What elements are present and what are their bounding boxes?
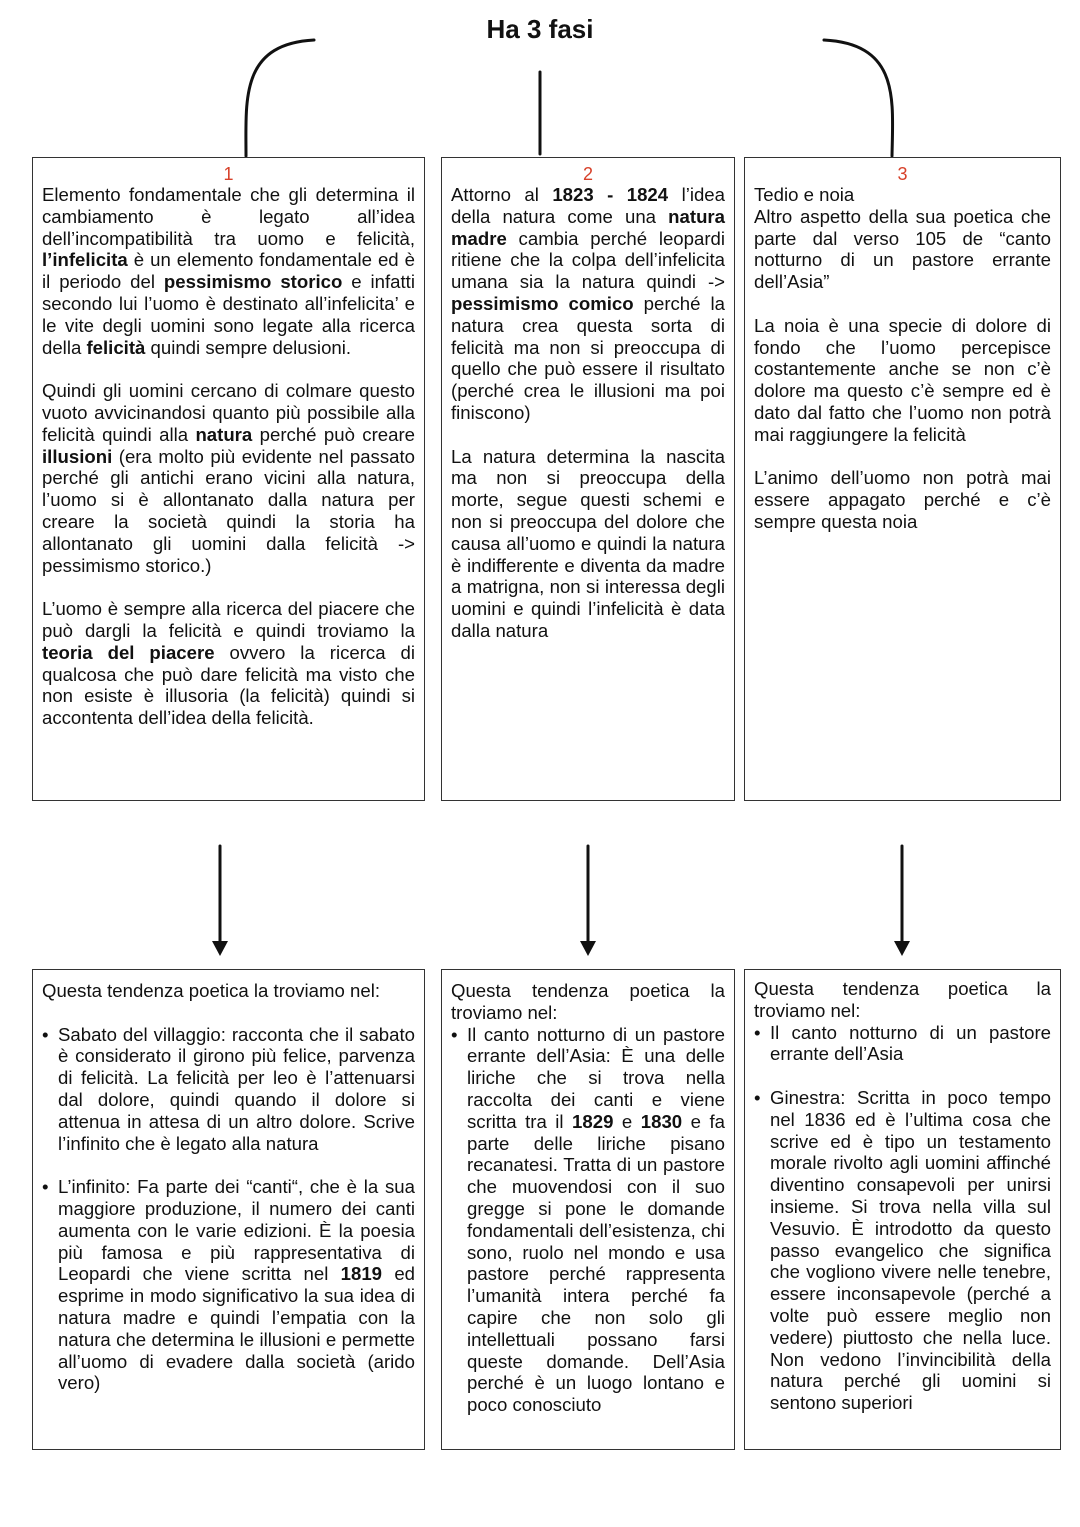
text-run: perché la natura crea questa sorta di felicità ma non si preoccupa di quello che può essere il risultato (perché crea le illusioni ma poi finiscono): [451, 292, 725, 423]
works-intro: Questa tendenza poetica la troviamo nel:: [754, 978, 1051, 1021]
text-run: e: [613, 1110, 641, 1132]
text-run: Tedio e noia: [754, 184, 855, 205]
left-curve-connector: [246, 40, 314, 156]
bold-text: 1823 - 1824: [552, 184, 669, 205]
phase-number: 1: [223, 164, 234, 184]
bold-text: teoria del piacere: [42, 641, 215, 663]
bold-text: natura madre: [451, 205, 725, 249]
phase-number: 2: [582, 164, 593, 184]
text-run: è un elemento fondamentale ed è il periodo del: [42, 249, 415, 293]
phase-text: [754, 184, 1051, 533]
text-run: L’infinito: Fa parte dei “canti“, che è la sua maggiore produzione, il numero dei canti aumenta con le varie edizioni. È la poesia più famosa e più rappresentativa di Leopardi che viene scritta nel: [58, 1176, 415, 1285]
phase-box-3: [744, 157, 1061, 801]
text-run: quindi sempre delusioni.: [145, 336, 352, 358]
text-run: Ginestra: Scritta in poco tempo nel 1836 ed è l’ultima cosa che scrive ed è tipo un testamento morale rivolto agli uomini affinché diventino consapevoli per unirsi insieme. Si trova nella villa sul Vesuvio. È introdotto da questo passo evangelico che significa che vogliono vivere nelle tenebre, essere inconsapevole (perché a volte può essere meglio non vedere) piuttosto che nella luce. Non vedono l’invincibilità della natura perché gli uomini si sentono superiori: [770, 1086, 1051, 1414]
works-intro: Questa tendenza poetica la troviamo nel:: [42, 980, 380, 1001]
works-box-2: [441, 969, 735, 1450]
phase-text: [42, 184, 415, 729]
bold-text: 1830: [640, 1110, 683, 1132]
bold-text: 1819: [340, 1263, 383, 1285]
text-run: L’uomo è sempre alla ricerca del piacere che può dargli la felicità e quindi troviamo la: [42, 598, 415, 641]
text-run: Quindi gli uomini cercano di colmare questo vuoto avvicinandosi quanto più possibile alla felicità quindi alla: [42, 380, 415, 445]
text-run: Il canto notturno di un pastore errante dell’Asia: [770, 1021, 1051, 1065]
arrow-head-3: [894, 941, 910, 956]
text-run: Sabato del villaggio: racconta che il sabato è considerato il girono più felice, parvenza di felicità. La felicità per leo è l’attenuarsi dal dolore, quindi quando il dolore si attenua in attesa di un altro dolore. Scrive l’infinito che è legato alla natura: [58, 1023, 415, 1154]
bold-text: illusioni: [42, 445, 113, 467]
list-item: [42, 1024, 415, 1155]
text-run: L’animo dell’uomo non potrà mai essere appagato perché e c’è sempre questa noia: [754, 467, 1051, 532]
paragraph: [42, 598, 415, 729]
text-run: l’idea della natura come una: [451, 184, 725, 227]
phase-number: 3: [897, 164, 908, 184]
bold-text: 1829: [572, 1110, 614, 1132]
paragraph: [451, 446, 725, 642]
bold-text: natura: [195, 423, 253, 445]
paragraph: [754, 315, 1051, 446]
bold-text: pessimismo storico: [163, 271, 343, 293]
paragraph: [754, 467, 1051, 532]
phase-text: [451, 184, 725, 642]
arrow-head-2: [580, 941, 596, 956]
works-box-3: [744, 969, 1061, 1450]
works-list: [451, 1024, 725, 1416]
text-run: La natura determina la nascita ma non si preoccupa della morte, segue questi schemi e non si preoccupa del dolore che causa all’uomo e quindi la natura è indifferente e diventa da madre a matrigna, non si interessa degli uomini e quindi l’infelicità è data dalla natura: [451, 445, 725, 641]
bold-text: pessimismo comico: [451, 292, 634, 314]
list-item: [42, 1176, 415, 1394]
list-item: [754, 1087, 1051, 1414]
text-run: cambia perché leopardi ritiene che la colpa dell’infelicita umana sia la natura quindi ->: [451, 227, 725, 293]
text-run: e fa parte delle liriche pisano recanatesi. Tratta di un pastore che muovendosi con il suo gregge si pone le domande fondamentali dell’esistenza, chi sono, ruolo nel mondo e usa pastore perché rappresenta l’umanità intera perché fa capire che non solo gli intellettuali possano farsi queste domande. Dell’Asia perché è un luogo lontano e poco conosciuto: [467, 1110, 725, 1416]
text-run: e infatti secondo lui l’uomo è destinato all’infelicita’ e le vite degli uomini sono legate alla ricerca della: [42, 271, 415, 358]
text-run: perché può creare: [252, 423, 415, 445]
paragraph: [42, 184, 415, 358]
paragraph: [451, 184, 725, 424]
bold-text: felicità: [86, 336, 146, 358]
list-item: [754, 1022, 1051, 1066]
works-intro: Questa tendenza poetica la troviamo nel:: [451, 980, 725, 1023]
bold-text: l’infelicita: [42, 249, 128, 271]
paragraph: [42, 380, 415, 576]
text-run: ovvero la ricerca di qualcosa che può dare felicità ma visto che non esiste è illusoria (la felicità) quindi si accontenta dell’idea della felicità.: [42, 641, 415, 729]
phase-box-1: [32, 157, 425, 801]
text-run: ed esprime in modo significativo la sua idea di natura madre e quindi l’empatia con la natura che determina le illusioni e permette all’uomo di evadere dalla società (arido vero): [58, 1263, 416, 1394]
diagram-title: Ha 3 fasi: [486, 14, 594, 44]
text-run: Elemento fondamentale che gli determina il cambiamento è legato all’idea dell’incompatibilità tra uomo e felicità,: [42, 184, 415, 249]
works-list: [42, 1024, 415, 1395]
phase-box-2: [441, 157, 735, 801]
arrow-head-1: [212, 941, 228, 956]
text-run: La noia è una specie di dolore di fondo che l’uomo percepisce costantemente anche se non c’è dolore ma questo c’è sempre ed è dato dal fatto che l’uomo non potrà mai raggiungere la felicità: [754, 314, 1051, 445]
right-curve-connector: [824, 40, 893, 156]
text-run: Attorno al: [451, 184, 553, 205]
text-run: Il canto notturno di un pastore errante dell’Asia: È una delle liriche che si trova nella raccolta dei canti e viene scritta tra il: [467, 1023, 725, 1132]
list-item: [451, 1024, 725, 1416]
paragraph: [754, 184, 1051, 293]
text-run: (era molto più evidente nel passato perché gli antichi erano vicini alla natura, l’uomo si è allontanato dalla natura per creare la società quindi la storia ha allontanato gli uomini dalla felicità -> pessimismo storico.): [42, 445, 415, 576]
works-box-1: [32, 969, 425, 1450]
works-list: [754, 1022, 1051, 1414]
text-run: Altro aspetto della sua poetica che parte dal verso 105 de “canto notturno di un pastore errante dell’Asia”: [754, 205, 1051, 293]
